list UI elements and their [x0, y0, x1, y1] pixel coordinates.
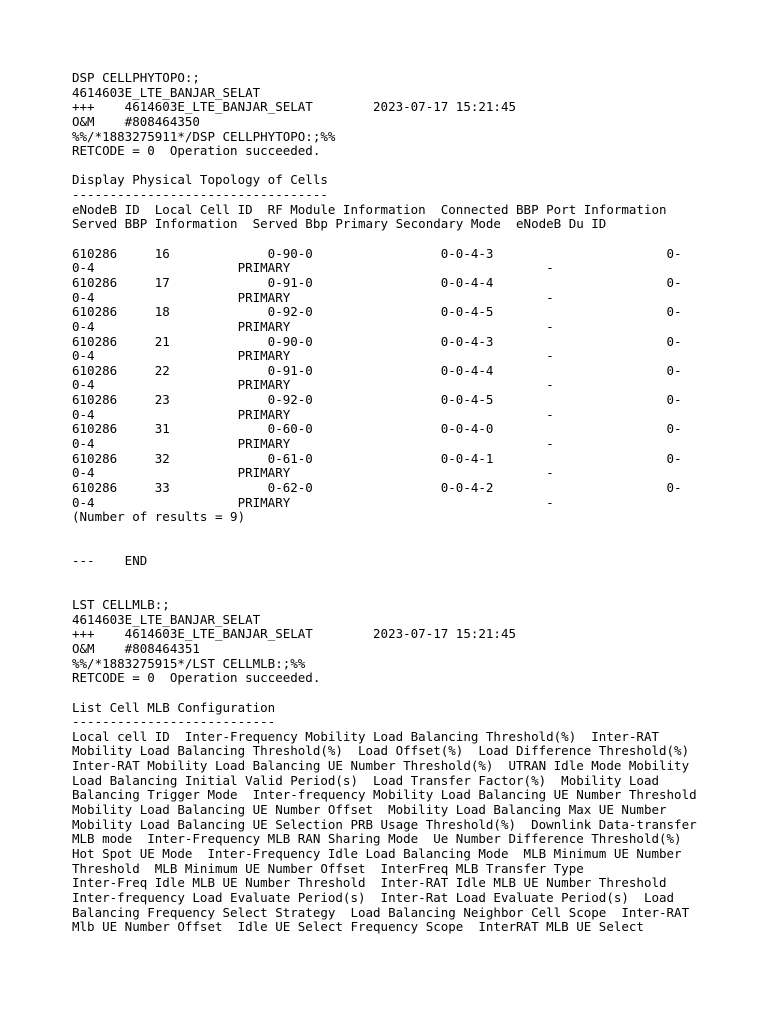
text-line: Hot Spot UE Mode Inter-Frequency Idle Load Balancing Mode MLB Minimum UE Number [72, 845, 682, 861]
text-line: Served BBP Information Served Bbp Primary Secondary Mode eNodeB Du ID [72, 216, 607, 232]
text-line: O&M #808464351 [72, 640, 200, 656]
text-line: 610286 31 0-60-0 0-0-4-0 0- [72, 421, 682, 437]
text-line: 0-4 PRIMARY - [72, 406, 554, 422]
text-line: 4614603E_LTE_BANJAR_SELAT [72, 611, 261, 627]
text-line: O&M #808464350 [72, 113, 200, 129]
text-line [72, 232, 712, 247]
text-line: 0-4 PRIMARY - [72, 494, 554, 510]
text-line: List Cell MLB Configuration [72, 699, 276, 715]
text-line: 0-4 PRIMARY - [72, 377, 554, 393]
text-line [72, 159, 712, 174]
text-line [72, 525, 712, 540]
text-line: 0-4 PRIMARY - [72, 465, 554, 481]
text-line: (Number of results = 9) [72, 509, 246, 525]
text-line: 0-4 PRIMARY - [72, 260, 554, 276]
text-line: 610286 21 0-90-0 0-0-4-3 0- [72, 333, 682, 349]
text-line [72, 569, 712, 584]
text-line: 4614603E_LTE_BANJAR_SELAT [72, 84, 261, 100]
text-line: Mlb UE Number Offset Idle UE Select Frequency Scope InterRAT MLB UE Select [72, 919, 644, 935]
text-line: Balancing Frequency Select Strategy Load Balancing Neighbor Cell Scope Inter-RAT [72, 904, 690, 920]
text-line: ---------------------------------- [72, 187, 328, 203]
text-line: Balancing Trigger Mode Inter-frequency Mobility Load Balancing UE Number Threshold [72, 787, 697, 803]
text-line [72, 583, 712, 598]
text-line: +++ 4614603E_LTE_BANJAR_SELAT 2023-07-17 15:21:45 [72, 99, 517, 115]
text-line: RETCODE = 0 Operation succeeded. [72, 670, 321, 686]
text-line: +++ 4614603E_LTE_BANJAR_SELAT 2023-07-17 15:21:45 [72, 626, 517, 642]
text-line: 610286 33 0-62-0 0-0-4-2 0- [72, 479, 682, 495]
text-line: --- END [72, 553, 148, 569]
text-line: 0-4 PRIMARY - [72, 348, 554, 364]
text-line: Display Physical Topology of Cells [72, 172, 328, 188]
text-line: Inter-Freq Idle MLB UE Number Threshold Inter-RAT Idle MLB UE Number Threshold [72, 875, 667, 891]
text-line [72, 540, 712, 555]
text-line: 610286 22 0-91-0 0-0-4-4 0- [72, 362, 682, 378]
text-line: Mobility Load Balancing Threshold(%) Load Offset(%) Load Difference Threshold(%) [72, 743, 690, 759]
text-line: Load Balancing Initial Valid Period(s) Load Transfer Factor(%) Mobility Load [72, 772, 659, 788]
text-line: 610286 32 0-61-0 0-0-4-1 0- [72, 450, 682, 466]
text-line: Inter-RAT Mobility Load Balancing UE Number Threshold(%) UTRAN Idle Mode Mobility [72, 758, 690, 774]
text-line: Local cell ID Inter-Frequency Mobility Load Balancing Threshold(%) Inter-RAT [72, 728, 659, 744]
text-line: MLB mode Inter-Frequency MLB RAN Sharing Mode Ue Number Difference Threshold(%) [72, 831, 682, 847]
text-line: RETCODE = 0 Operation succeeded. [72, 143, 321, 159]
text-line: 610286 16 0-90-0 0-0-4-3 0- [72, 245, 682, 261]
text-line: LST CELLMLB:; [72, 597, 170, 613]
text-line: eNodeB ID Local Cell ID RF Module Information Connected BBP Port Information [72, 201, 667, 217]
text-line: Threshold MLB Minimum UE Number Offset InterFreq MLB Transfer Type [72, 860, 584, 876]
text-line [72, 686, 712, 701]
text-line: 0-4 PRIMARY - [72, 318, 554, 334]
text-line: 610286 18 0-92-0 0-0-4-5 0- [72, 304, 682, 320]
text-line: %%/*1883275915*/LST CELLMLB:;%% [72, 655, 306, 671]
text-line: %%/*1883275911*/DSP CELLPHYTOPO:;%% [72, 128, 336, 144]
text-line: 0-4 PRIMARY - [72, 436, 554, 452]
text-line: 610286 23 0-92-0 0-0-4-5 0- [72, 392, 682, 408]
text-line: --------------------------- [72, 714, 276, 730]
text-line: Mobility Load Balancing UE Number Offset Mobility Load Balancing Max UE Number [72, 802, 667, 818]
text-line: Inter-frequency Load Evaluate Period(s) Inter-Rat Load Evaluate Period(s) Load [72, 889, 675, 905]
text-line: Mobility Load Balancing UE Selection PRB Usage Threshold(%) Downlink Data-transfer [72, 816, 697, 832]
document-page [72, 71, 712, 935]
text-line: 610286 17 0-91-0 0-0-4-4 0- [72, 274, 682, 290]
text-line: 0-4 PRIMARY - [72, 289, 554, 305]
text-line: DSP CELLPHYTOPO:; [72, 70, 200, 85]
